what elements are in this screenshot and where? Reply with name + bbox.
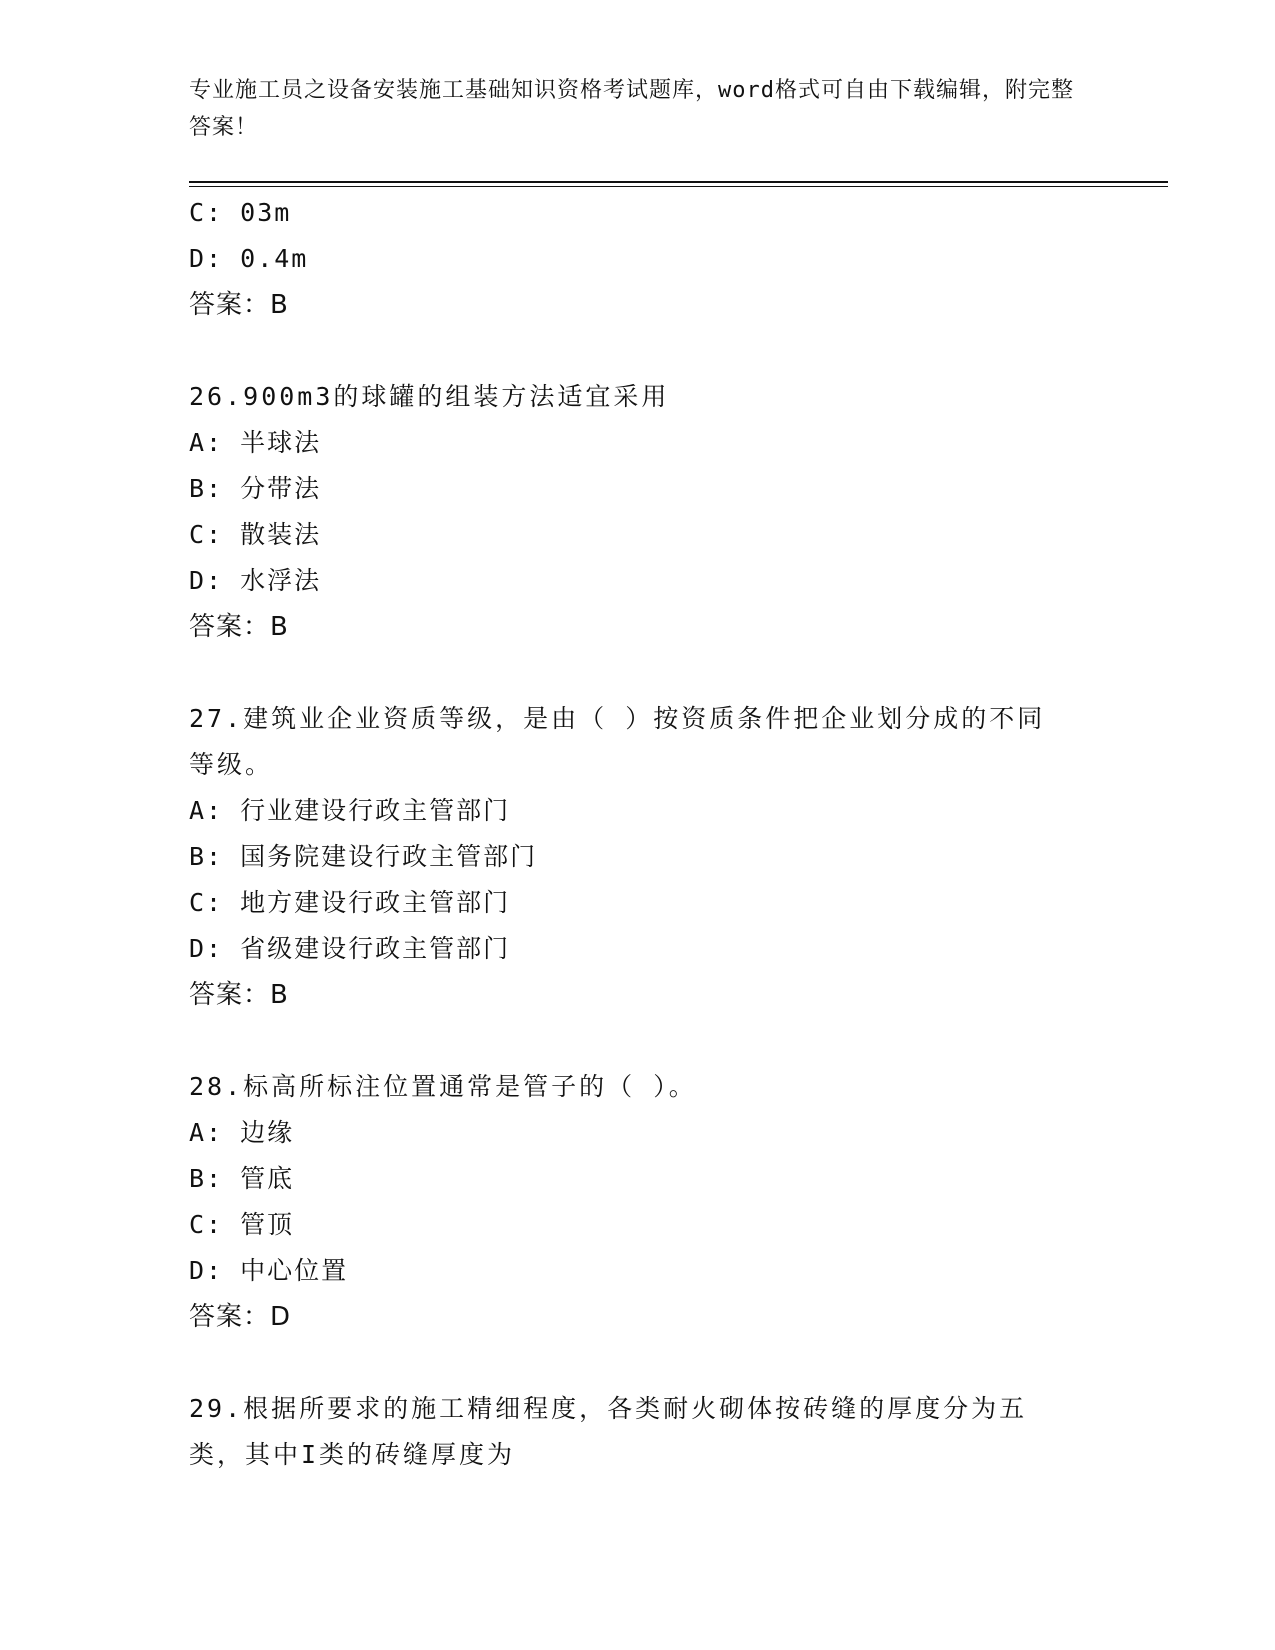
option-b: B: 管底: [189, 1164, 295, 1193]
spacer: [189, 328, 1089, 374]
question-27: 27.建筑业企业资质等级，是由（ ）按资质条件把企业划分成的不同等级。: [189, 704, 1046, 779]
option-a: A: 行业建设行政主管部门: [189, 796, 511, 825]
option-b: B: 分带法: [189, 474, 322, 503]
answer-line: 答案：B: [189, 290, 289, 320]
option-c: C: 地方建设行政主管部门: [189, 888, 511, 917]
option-a: A: 边缘: [189, 1118, 295, 1147]
option-d: D: 水浮法: [189, 566, 322, 595]
question-28: 28.标高所标注位置通常是管子的（ ）。: [189, 1072, 697, 1101]
spacer: [189, 650, 1089, 696]
spacer: [189, 1018, 1089, 1064]
option-a: A: 半球法: [189, 428, 322, 457]
question-list: [189, 190, 1089, 1478]
option-b: B: 国务院建设行政主管部门: [189, 842, 538, 871]
option-c: C: 管顶: [189, 1210, 295, 1239]
page-header: 专业施工员之设备安装施工基础知识资格考试题库，word格式可自由下载编辑，附完整答案！: [189, 78, 1074, 140]
option-c: C: 散装法: [189, 520, 322, 549]
question-26: 26.900m3的球罐的组装方法适宜采用: [189, 382, 670, 411]
answer-line: 答案：B: [189, 612, 289, 642]
spacer: [189, 1340, 1089, 1386]
answer-line: 答案：D: [189, 1302, 292, 1332]
option-d: D: 0.4m: [189, 244, 309, 273]
option-d: D: 省级建设行政主管部门: [189, 934, 511, 963]
header-divider: [189, 181, 1168, 187]
option-c: C: 03m: [189, 198, 292, 227]
question-29: 29.根据所要求的施工精细程度，各类耐火砌体按砖缝的厚度分为五类，其中I类的砖缝厚度为: [189, 1394, 1028, 1469]
answer-line: 答案：B: [189, 980, 289, 1010]
option-d: D: 中心位置: [189, 1256, 349, 1285]
